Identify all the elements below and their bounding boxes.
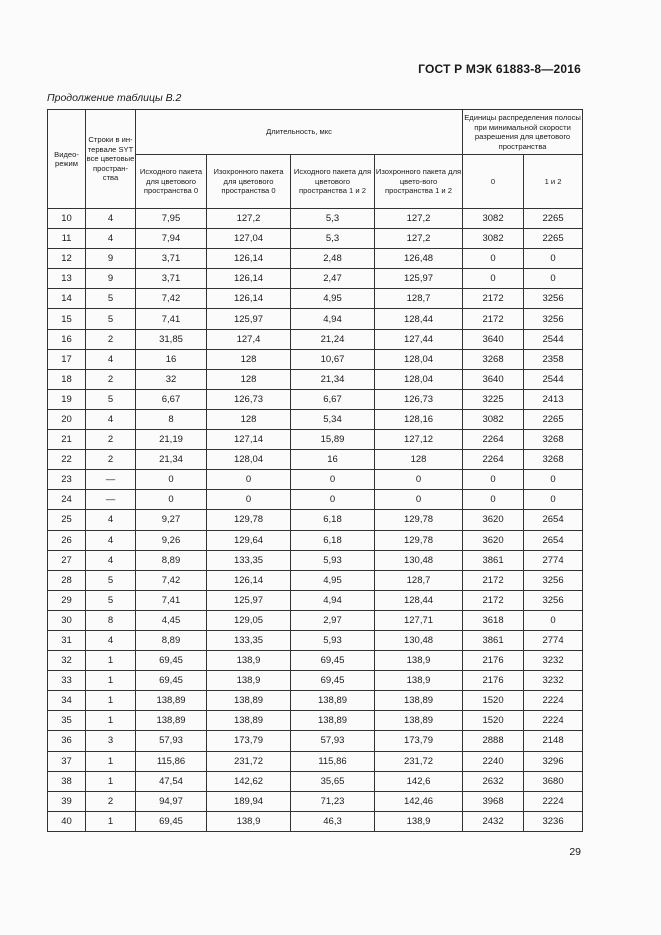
table-cell: 0 [291,490,375,510]
table-cell: 3640 [463,329,524,349]
table-cell: 3861 [463,630,524,650]
table-cell: 21,34 [291,369,375,389]
table-cell: 35 [48,711,86,731]
table-cell: 69,45 [136,811,207,831]
table-cell: 94,97 [136,791,207,811]
table-cell: 2265 [524,409,583,429]
table-cell: 11 [48,229,86,249]
table-cell: 3618 [463,610,524,630]
table-cell: 30 [48,610,86,630]
table-cell: 128,7 [375,289,463,309]
table-row [48,530,583,550]
table-cell: 129,78 [375,510,463,530]
table-row [48,510,583,530]
table-cell: 126,14 [207,269,291,289]
table-cell: 7,41 [136,309,207,329]
header-bandwidth-units: Единицы распределения полосы при минимальной скорости разрешения для цветового пространства [463,110,583,155]
table-cell: 3256 [524,570,583,590]
table-cell: 3225 [463,389,524,409]
table-cell: 6,18 [291,530,375,550]
table-row [48,450,583,470]
table-cell: 2774 [524,630,583,650]
table-cell: 3968 [463,791,524,811]
table-cell: 12 [48,249,86,269]
table-cell: 1520 [463,711,524,731]
table-cell: 15 [48,309,86,329]
table-body [48,209,583,832]
table-cell: 9,27 [136,510,207,530]
table-cell: 2176 [463,671,524,691]
table-cell: 57,93 [136,731,207,751]
table-row [48,490,583,510]
table-cell: 2888 [463,731,524,751]
table-cell: — [86,490,136,510]
table-cell: 57,93 [291,731,375,751]
table-cell: 4,95 [291,570,375,590]
table-cell: 0 [524,249,583,269]
table-cell: 4 [86,229,136,249]
table-cell: 138,89 [375,711,463,731]
table-cell: 29 [48,590,86,610]
table-cell: 40 [48,811,86,831]
table-cell: 3256 [524,590,583,610]
table-cell: 142,62 [207,771,291,791]
table-cell: 27 [48,550,86,570]
table-cell: 127,2 [207,209,291,229]
table-cell: 2654 [524,510,583,530]
header-duration: Длительность, мкс [136,110,463,155]
document-header: ГОСТ Р МЭК 61883-8—2016 [418,62,581,76]
table-cell: 128,04 [207,450,291,470]
table-cell: 5,3 [291,229,375,249]
header-isochronous-packet-cs0: Изохронного пакета для цветового пространства 0 [207,155,291,209]
table-cell: 16 [291,450,375,470]
table-row [48,329,583,349]
table-cell: 14 [48,289,86,309]
table-cell: 19 [48,389,86,409]
table-cell: 2544 [524,329,583,349]
table-cell: 3620 [463,530,524,550]
table-caption: Продолжение таблицы В.2 [47,92,182,104]
table-cell: 125,97 [207,309,291,329]
table-cell: 4,95 [291,289,375,309]
table-cell: 2,47 [291,269,375,289]
table-row [48,550,583,570]
table-cell: 3256 [524,289,583,309]
table-cell: 31,85 [136,329,207,349]
table-cell: 3236 [524,811,583,831]
header-source-packet-cs12: Исходного пакета для цветового пространства 1 и 2 [291,155,375,209]
table-cell: 4,45 [136,610,207,630]
table-cell: 9 [86,269,136,289]
header-units-cs0: 0 [463,155,524,209]
table-cell: 231,72 [375,751,463,771]
table-cell: 2 [86,430,136,450]
table-cell: 46,3 [291,811,375,831]
table-cell: 9 [86,249,136,269]
table-cell: 130,48 [375,550,463,570]
table-cell: 4 [86,510,136,530]
table-cell: 129,78 [375,530,463,550]
table-cell: 231,72 [207,751,291,771]
table-row [48,751,583,771]
table-cell: 8,89 [136,550,207,570]
table-cell: 128,44 [375,309,463,329]
table-row [48,209,583,229]
table-cell: 126,14 [207,249,291,269]
table-cell: 2 [86,450,136,470]
table-cell: 32 [48,651,86,671]
table-cell: 16 [136,349,207,369]
table-cell: 2172 [463,289,524,309]
table-cell: 0 [136,490,207,510]
table-cell: 10 [48,209,86,229]
table-cell: 7,94 [136,229,207,249]
table-cell: 0 [375,490,463,510]
table-cell: 2240 [463,751,524,771]
table-row [48,349,583,369]
table-cell: 37 [48,751,86,771]
table-cell: 127,12 [375,430,463,450]
table-row [48,409,583,429]
table-cell: 2632 [463,771,524,791]
header-video-mode: Видео-режим [48,110,86,209]
table-row [48,369,583,389]
table-cell: 5,93 [291,630,375,650]
header-isochronous-packet-cs12: Изохронного пакета для цвето-вого пространства 1 и 2 [375,155,463,209]
table-cell: 2148 [524,731,583,751]
table-cell: 2,48 [291,249,375,269]
table-cell: 5,34 [291,409,375,429]
table-row [48,651,583,671]
table-cell: 138,89 [291,691,375,711]
table-cell: 6,67 [291,389,375,409]
table-cell: 138,89 [136,711,207,731]
table-cell: 39 [48,791,86,811]
table-cell: 189,94 [207,791,291,811]
table-cell: 5,93 [291,550,375,570]
table-cell: 9,26 [136,530,207,550]
table-cell: 129,64 [207,530,291,550]
table-cell: 4,94 [291,590,375,610]
table-row [48,289,583,309]
table-cell: 2432 [463,811,524,831]
table-cell: 0 [136,470,207,490]
header-syt-rows: Строки в ин-тервале SYT все цветовые простран-ства [86,110,136,209]
table-cell: 125,97 [375,269,463,289]
table-cell: 2654 [524,530,583,550]
table-cell: 2224 [524,711,583,731]
table-cell: 3680 [524,771,583,791]
table-row [48,630,583,650]
table-cell: 2 [86,369,136,389]
table-cell: 2224 [524,691,583,711]
table-cell: 21,19 [136,430,207,450]
table-cell: 26 [48,530,86,550]
table-cell: 138,9 [207,651,291,671]
table-cell: 5 [86,389,136,409]
table-cell: 3640 [463,369,524,389]
table-cell: 1 [86,691,136,711]
table-cell: 22 [48,450,86,470]
table-cell: 2176 [463,651,524,671]
data-table [47,109,583,832]
header-units-cs12: 1 и 2 [524,155,583,209]
table-cell: 2413 [524,389,583,409]
table-cell: 126,14 [207,289,291,309]
table-cell: 1 [86,771,136,791]
table-cell: 7,41 [136,590,207,610]
table-cell: 5 [86,289,136,309]
table-row [48,691,583,711]
table-cell: 115,86 [136,751,207,771]
table-cell: 128,04 [375,349,463,369]
table-row [48,269,583,289]
table-row [48,590,583,610]
table-cell: 34 [48,691,86,711]
table-cell: 8 [86,610,136,630]
table-cell: — [86,470,136,490]
table-cell: 127,44 [375,329,463,349]
table-cell: 0 [291,470,375,490]
table-cell: 17 [48,349,86,369]
table-cell: 3082 [463,229,524,249]
table-cell: 127,04 [207,229,291,249]
table-cell: 3082 [463,409,524,429]
table-cell: 142,6 [375,771,463,791]
table-cell: 3082 [463,209,524,229]
table-cell: 0 [524,490,583,510]
table-cell: 127,71 [375,610,463,630]
table-cell: 13 [48,269,86,289]
table-cell: 126,48 [375,249,463,269]
table-cell: 35,65 [291,771,375,791]
table-cell: 126,73 [207,389,291,409]
table-cell: 16 [48,329,86,349]
table-cell: 2358 [524,349,583,369]
table-cell: 128 [207,409,291,429]
table-cell: 7,42 [136,570,207,590]
table-cell: 1 [86,751,136,771]
table-row [48,731,583,751]
table-cell: 24 [48,490,86,510]
table-cell: 2224 [524,791,583,811]
table-cell: 3620 [463,510,524,530]
table-cell: 1520 [463,691,524,711]
page-number: 29 [569,846,581,858]
table-cell: 32 [136,369,207,389]
table-cell: 5,3 [291,209,375,229]
table-cell: 5 [86,309,136,329]
table-cell: 2 [86,791,136,811]
table-cell: 15,89 [291,430,375,450]
table-cell: 138,9 [375,651,463,671]
table-cell: 2265 [524,209,583,229]
table-cell: 2172 [463,570,524,590]
table-cell: 21,34 [136,450,207,470]
table-cell: 3268 [463,349,524,369]
table-cell: 138,89 [375,691,463,711]
header-source-packet-cs0: Исходного пакета для цветового пространства 0 [136,155,207,209]
table-cell: 2,97 [291,610,375,630]
table-cell: 127,14 [207,430,291,450]
table-row [48,389,583,409]
table-cell: 2264 [463,430,524,450]
table-cell: 173,79 [375,731,463,751]
table-cell: 0 [463,470,524,490]
table-row [48,771,583,791]
table-row [48,610,583,630]
table-cell: 2265 [524,229,583,249]
table-cell: 128,04 [375,369,463,389]
table-row [48,671,583,691]
table-cell: 1 [86,671,136,691]
table-cell: 133,35 [207,550,291,570]
table-cell: 6,18 [291,510,375,530]
table-cell: 2172 [463,590,524,610]
table-cell: 1 [86,711,136,731]
table-cell: 69,45 [291,671,375,691]
table-cell: 128,44 [375,590,463,610]
table-row [48,791,583,811]
table-cell: 4 [86,349,136,369]
table-cell: 138,89 [136,691,207,711]
table-cell: 71,23 [291,791,375,811]
table-row [48,711,583,731]
table-cell: 128 [207,349,291,369]
table-cell: 2172 [463,309,524,329]
table-cell: 126,14 [207,570,291,590]
table-cell: 6,67 [136,389,207,409]
table-cell: 69,45 [136,651,207,671]
table-cell: 0 [375,470,463,490]
table-cell: 0 [463,490,524,510]
table-cell: 3 [86,731,136,751]
table-cell: 127,2 [375,229,463,249]
table-cell: 0 [207,470,291,490]
table-cell: 3232 [524,651,583,671]
table-cell: 129,05 [207,610,291,630]
table-row [48,430,583,450]
table-cell: 129,78 [207,510,291,530]
table-cell: 138,9 [375,811,463,831]
table-cell: 115,86 [291,751,375,771]
table-cell: 5 [86,590,136,610]
table-cell: 1 [86,811,136,831]
table-cell: 8,89 [136,630,207,650]
table-cell: 28 [48,570,86,590]
table-cell: 3256 [524,309,583,329]
table-cell: 3,71 [136,249,207,269]
table-cell: 10,67 [291,349,375,369]
table-cell: 18 [48,369,86,389]
table-cell: 20 [48,409,86,429]
table-cell: 4 [86,209,136,229]
table-cell: 0 [463,249,524,269]
table-cell: 8 [136,409,207,429]
table-cell: 138,89 [207,711,291,731]
table-cell: 138,9 [207,811,291,831]
table-cell: 173,79 [207,731,291,751]
table-cell: 7,95 [136,209,207,229]
table-row [48,249,583,269]
table-cell: 3268 [524,430,583,450]
table-cell: 138,9 [375,671,463,691]
table-cell: 128 [207,369,291,389]
table-cell: 47,54 [136,771,207,791]
table-cell: 2544 [524,369,583,389]
table-cell: 21,24 [291,329,375,349]
table-cell: 0 [524,269,583,289]
table-cell: 127,2 [375,209,463,229]
table-cell: 4 [86,550,136,570]
table-cell: 5 [86,570,136,590]
table-cell: 21 [48,430,86,450]
table-cell: 69,45 [291,651,375,671]
table-cell: 0 [207,490,291,510]
table-cell: 4,94 [291,309,375,329]
table-row [48,811,583,831]
table-cell: 69,45 [136,671,207,691]
table-cell: 1 [86,651,136,671]
table-cell: 0 [463,269,524,289]
table-cell: 128 [375,450,463,470]
table-cell: 4 [86,630,136,650]
table-cell: 138,89 [207,691,291,711]
table-cell: 38 [48,771,86,791]
table-cell: 138,89 [291,711,375,731]
table-cell: 4 [86,530,136,550]
table-row [48,570,583,590]
table-cell: 133,35 [207,630,291,650]
table-row [48,470,583,490]
table-cell: 2774 [524,550,583,570]
table-cell: 138,9 [207,671,291,691]
table-cell: 130,48 [375,630,463,650]
table-cell: 3861 [463,550,524,570]
table-cell: 7,42 [136,289,207,309]
table-cell: 128,16 [375,409,463,429]
table-cell: 0 [524,470,583,490]
table-cell: 2264 [463,450,524,470]
table-row [48,309,583,329]
table-cell: 128,7 [375,570,463,590]
table-cell: 4 [86,409,136,429]
table-cell: 3,71 [136,269,207,289]
table-cell: 36 [48,731,86,751]
table-cell: 2 [86,329,136,349]
table-cell: 3232 [524,671,583,691]
table-cell: 125,97 [207,590,291,610]
table-cell: 142,46 [375,791,463,811]
table-cell: 23 [48,470,86,490]
table-cell: 33 [48,671,86,691]
table-cell: 3268 [524,450,583,470]
table-cell: 126,73 [375,389,463,409]
table-cell: 3296 [524,751,583,771]
table-cell: 0 [524,610,583,630]
table-cell: 25 [48,510,86,530]
table-row [48,229,583,249]
table-cell: 31 [48,630,86,650]
table-cell: 127,4 [207,329,291,349]
